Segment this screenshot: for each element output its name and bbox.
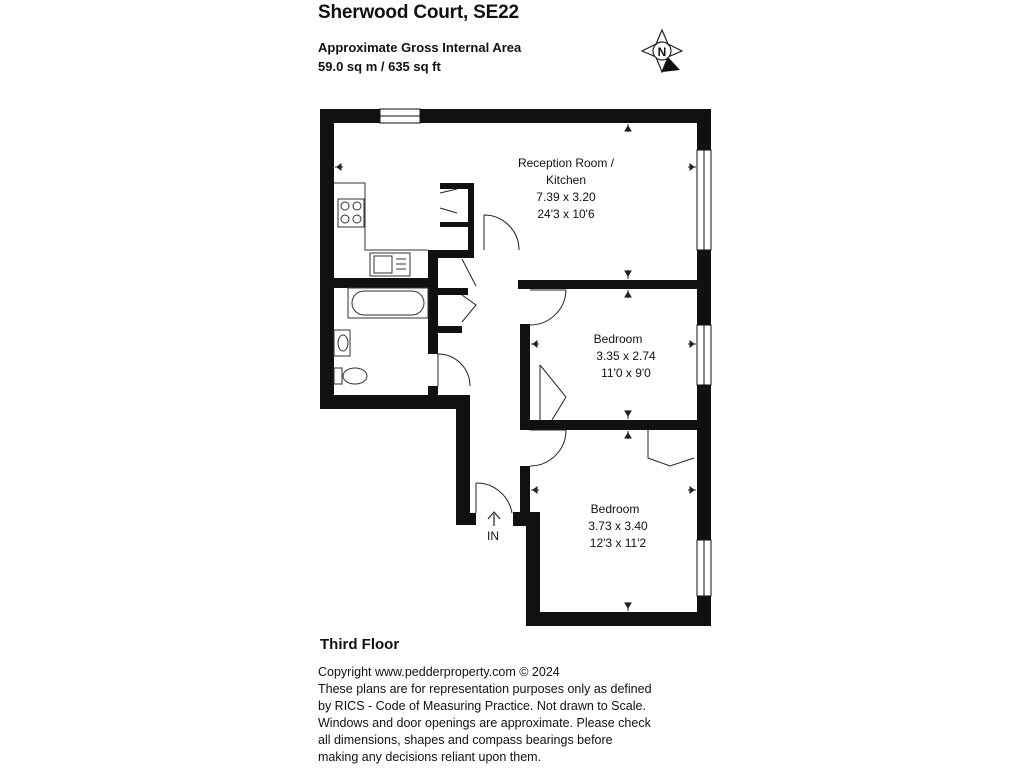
room-bedroom-2 xyxy=(588,502,648,550)
compass-letter: N xyxy=(657,45,667,59)
room-name: Kitchen xyxy=(545,173,587,187)
toilet-icon xyxy=(334,368,342,384)
disclaimer xyxy=(318,664,652,766)
floor-label: Third Floor xyxy=(320,636,400,653)
area-heading: Approximate Gross Internal Area xyxy=(318,40,522,55)
disclaimer-line: by RICS - Code of Measuring Practice. Not drawn to Scale. xyxy=(318,699,646,713)
room-bedroom-1 xyxy=(594,332,656,380)
room-metric-size: 7.39 x 3.20 xyxy=(536,190,596,204)
bathroom-fixtures xyxy=(334,288,428,384)
disclaimer-line: all dimensions, shapes and compass bearings before xyxy=(318,733,613,747)
room-name: Reception Room / xyxy=(517,156,615,170)
disclaimer-line: Windows and door openings are approximate. Please check xyxy=(318,716,651,730)
plan-title: Sherwood Court, SE22 xyxy=(318,2,519,23)
kitchen-counter xyxy=(334,183,428,276)
disclaimer-line: These plans are for representation purposes only as defined xyxy=(318,682,652,696)
room-imperial-size: 12'3 x 11'2 xyxy=(589,536,647,550)
compass-icon xyxy=(640,30,686,72)
room-imperial-size: 11'0 x 9'0 xyxy=(601,366,651,380)
area-value: 59.0 sq m / 635 sq ft xyxy=(318,59,441,74)
walls xyxy=(320,109,711,626)
entrance-label: IN xyxy=(487,529,499,543)
room-reception-kitchen xyxy=(518,156,615,221)
room-imperial-size: 24'3 x 10'6 xyxy=(537,207,595,221)
room-metric-size: 3.73 x 3.40 xyxy=(588,519,648,533)
disclaimer-line: making any decisions reliant upon them. xyxy=(318,750,542,764)
room-name: Bedroom xyxy=(593,332,643,346)
room-metric-size: 3.35 x 2.74 xyxy=(596,349,656,363)
room-name: Bedroom xyxy=(590,502,640,516)
entrance-arrow-icon xyxy=(488,512,500,526)
bath-icon xyxy=(348,288,428,318)
disclaimer-line: Copyright www.pedderproperty.com © 2024 xyxy=(318,665,560,679)
